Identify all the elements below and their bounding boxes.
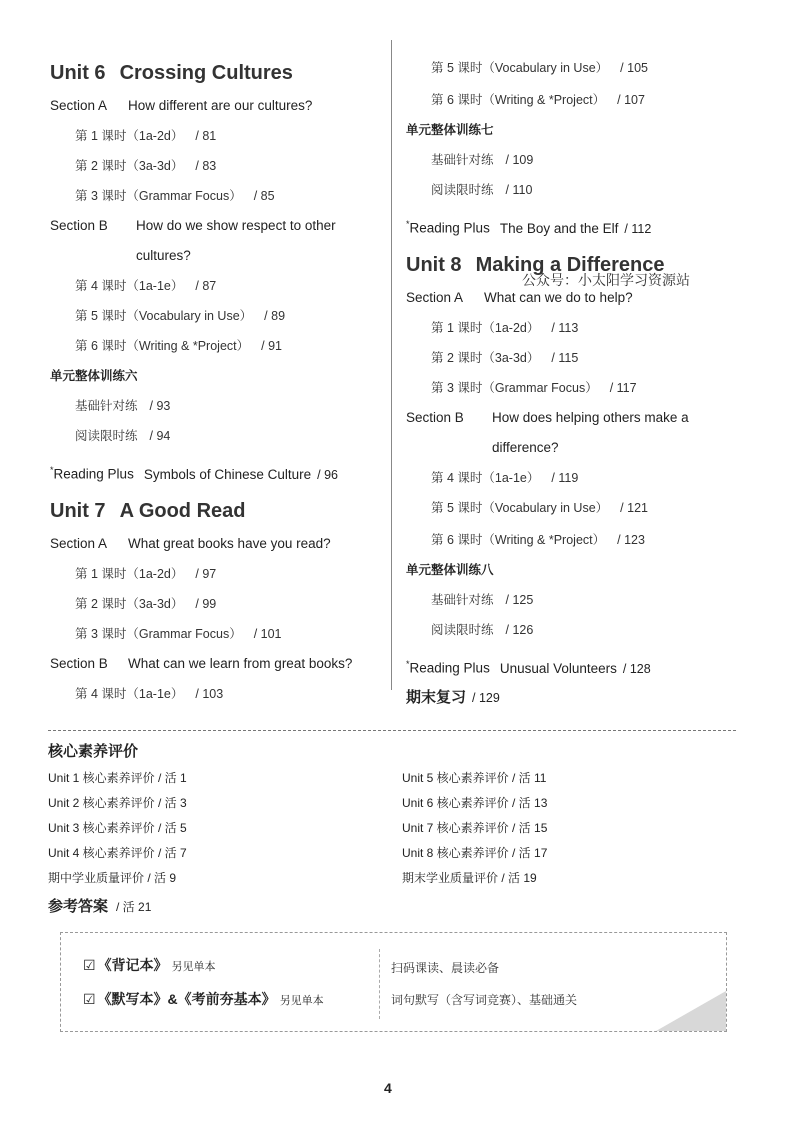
section-divider	[48, 730, 736, 731]
page-number: 4	[384, 1080, 392, 1096]
u7-section-a[interactable]: Section A What great books have you read?	[50, 536, 331, 551]
u7-lesson-2[interactable]: 第 2 课时（3a-3d） / 99	[75, 597, 217, 611]
u7-lesson-3[interactable]: 第 3 课时（Grammar Focus） / 101	[75, 627, 282, 641]
u7-reading-plus[interactable]: *Reading Plus The Boy and the Elf / 112	[406, 219, 652, 236]
supplement-desc-1: 扫码课读、晨读必备	[391, 961, 500, 975]
left-column	[50, 55, 385, 709]
watermark: 公众号：小太阳学习资源站	[522, 273, 690, 289]
u8-lesson-3[interactable]: 第 3 课时（Grammar Focus） / 117	[431, 381, 637, 395]
u6-section-b-cont: cultures?	[136, 248, 191, 263]
eval-item[interactable]: Unit 4 核心素养评价 / 活 7	[48, 846, 187, 860]
u6-lesson-1[interactable]: 第 1 课时（1a-2d） / 81	[75, 129, 217, 143]
u6-reading-plus[interactable]: *Reading Plus Symbols of Chinese Culture / 96	[50, 465, 339, 482]
u8-section-a[interactable]: Section A What can we do to help?	[406, 290, 633, 305]
eval-item[interactable]: Unit 7 核心素养评价 / 活 15	[402, 821, 548, 835]
supplement-desc-2: 词句默写（含写词竞赛）、基础通关	[391, 993, 578, 1007]
u6-lesson-6[interactable]: 第 6 课时（Writing & *Project） / 91	[75, 339, 282, 353]
eval-item[interactable]: 期末学业质量评价 / 活 19	[402, 871, 537, 885]
eval-item[interactable]: Unit 8 核心素养评价 / 活 17	[402, 846, 548, 860]
checkbox-icon: ☑	[83, 957, 96, 973]
u6-lesson-2[interactable]: 第 2 课时（3a-3d） / 83	[75, 159, 217, 173]
evaluation-heading: 核心素养评价	[48, 743, 139, 760]
checkbox-icon: ☑	[83, 991, 96, 1007]
final-review[interactable]: 期末复习 / 129	[406, 689, 500, 706]
u7-lesson-5[interactable]: 第 5 课时（Vocabulary in Use） / 105	[431, 61, 648, 75]
u6-review-reading[interactable]: 阅读限时练 / 94	[75, 429, 171, 443]
u8-lesson-4[interactable]: 第 4 课时（1a-1e） / 119	[431, 471, 579, 485]
u8-section-b[interactable]: Section B How does helping others make a	[406, 410, 689, 425]
u8-reading-plus[interactable]: *Reading Plus Unusual Volunteers / 128	[406, 659, 651, 676]
eval-item[interactable]: Unit 6 核心素养评价 / 活 13	[402, 796, 548, 810]
u8-review-reading[interactable]: 阅读限时练 / 126	[431, 623, 534, 637]
page-curl-decoration	[656, 991, 726, 1031]
u7-lesson-1[interactable]: 第 1 课时（1a-2d） / 97	[75, 567, 217, 581]
u6-review-basic[interactable]: 基础针对练 / 93	[75, 399, 171, 413]
column-divider	[391, 40, 392, 690]
u6-lesson-4[interactable]: 第 4 课时（1a-1e） / 87	[75, 279, 217, 293]
eval-item[interactable]: Unit 2 核心素养评价 / 活 3	[48, 796, 187, 810]
u8-lesson-6[interactable]: 第 6 课时（Writing & *Project） / 123	[431, 533, 645, 547]
eval-item[interactable]: Unit 5 核心素养评价 / 活 11	[402, 771, 547, 785]
supplement-box	[60, 932, 727, 1032]
u6-section-b[interactable]: Section B How do we show respect to other	[50, 218, 336, 233]
right-column	[406, 53, 756, 713]
u6-lesson-3[interactable]: 第 3 课时（Grammar Focus） / 85	[75, 189, 275, 203]
u6-lesson-5[interactable]: 第 5 课时（Vocabulary in Use） / 89	[75, 309, 286, 323]
u7-review-reading[interactable]: 阅读限时练 / 110	[431, 183, 533, 197]
u8-lesson-5[interactable]: 第 5 课时（Vocabulary in Use） / 121	[431, 501, 648, 515]
u8-lesson-2[interactable]: 第 2 课时（3a-3d） / 115	[431, 351, 579, 365]
evaluation-left-list	[48, 766, 187, 891]
answers-entry[interactable]: 参考答案 / 活 21	[48, 898, 152, 915]
u8-section-b-cont: difference?	[492, 440, 559, 455]
unit-8-heading: Unit 8 Making a Difference	[406, 254, 665, 276]
supplement-row-2: ☑ 《默写本》&《考前夯基本》 另见单本	[83, 991, 324, 1007]
unit-6-heading: Unit 6 Crossing Cultures	[50, 62, 293, 84]
u8-review-basic[interactable]: 基础针对练 / 125	[431, 593, 534, 607]
unit-7-heading: Unit 7 A Good Read	[50, 500, 246, 522]
u7-section-b[interactable]: Section B What can we learn from great books?	[50, 656, 353, 671]
u7-lesson-4[interactable]: 第 4 课时（1a-1e） / 103	[75, 687, 224, 701]
evaluation-right-list	[402, 766, 547, 891]
eval-item[interactable]: Unit 3 核心素养评价 / 活 5	[48, 821, 187, 835]
supplement-row-1: ☑ 《背记本》 另见单本	[83, 957, 216, 973]
u6-review-heading: 单元整体训练六	[50, 369, 138, 383]
u7-review-heading: 单元整体训练七	[406, 123, 494, 137]
u8-review-heading: 单元整体训练八	[406, 563, 494, 577]
u6-section-a[interactable]: Section A How different are our cultures?	[50, 98, 313, 113]
box-divider	[379, 949, 381, 1019]
eval-item[interactable]: 期中学业质量评价 / 活 9	[48, 871, 177, 885]
u8-lesson-1[interactable]: 第 1 课时（1a-2d） / 113	[431, 321, 579, 335]
u7-review-basic[interactable]: 基础针对练 / 109	[431, 153, 534, 167]
eval-item[interactable]: Unit 1 核心素养评价 / 活 1	[48, 771, 187, 785]
u7-lesson-6[interactable]: 第 6 课时（Writing & *Project） / 107	[431, 93, 645, 107]
